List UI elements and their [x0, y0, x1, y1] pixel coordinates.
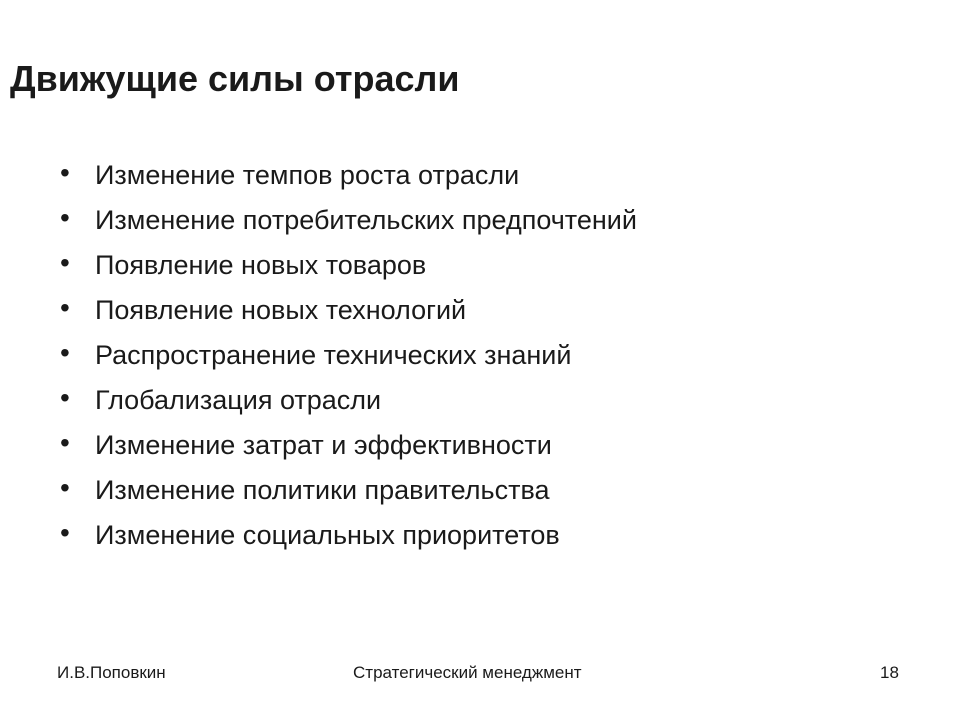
- bullet-marker-icon: •: [60, 427, 70, 458]
- bullet-marker-icon: •: [60, 157, 70, 188]
- bullet-text: Изменение политики правительства: [95, 475, 550, 505]
- bullet-marker-icon: •: [60, 202, 70, 233]
- slide-title: Движущие силы отрасли: [10, 58, 460, 99]
- bullet-marker-icon: •: [60, 337, 70, 368]
- bullet-marker-icon: •: [60, 292, 70, 323]
- bullet-marker-icon: •: [60, 247, 70, 278]
- footer-page-number: 18: [880, 663, 899, 682]
- footer-course-title: Стратегический менеджмент: [353, 663, 582, 682]
- bullet-marker-icon: •: [60, 517, 70, 548]
- bullet-text: Появление новых технологий: [95, 295, 467, 325]
- bullet-text: Изменение затрат и эффективности: [95, 430, 552, 460]
- bullet-text: Появление новых товаров: [95, 250, 427, 280]
- bullet-text: Изменение темпов роста отрасли: [95, 160, 520, 190]
- bullet-marker-icon: •: [60, 382, 70, 413]
- bullet-text: Изменение социальных приоритетов: [95, 520, 560, 550]
- bullet-marker-icon: •: [60, 472, 70, 503]
- bullet-text: Изменение потребительских предпочтений: [95, 205, 637, 235]
- footer-author: И.В.Поповкин: [57, 663, 166, 682]
- bullet-text: Глобализация отрасли: [95, 385, 382, 415]
- bullet-text: Распространение технических знаний: [95, 340, 572, 370]
